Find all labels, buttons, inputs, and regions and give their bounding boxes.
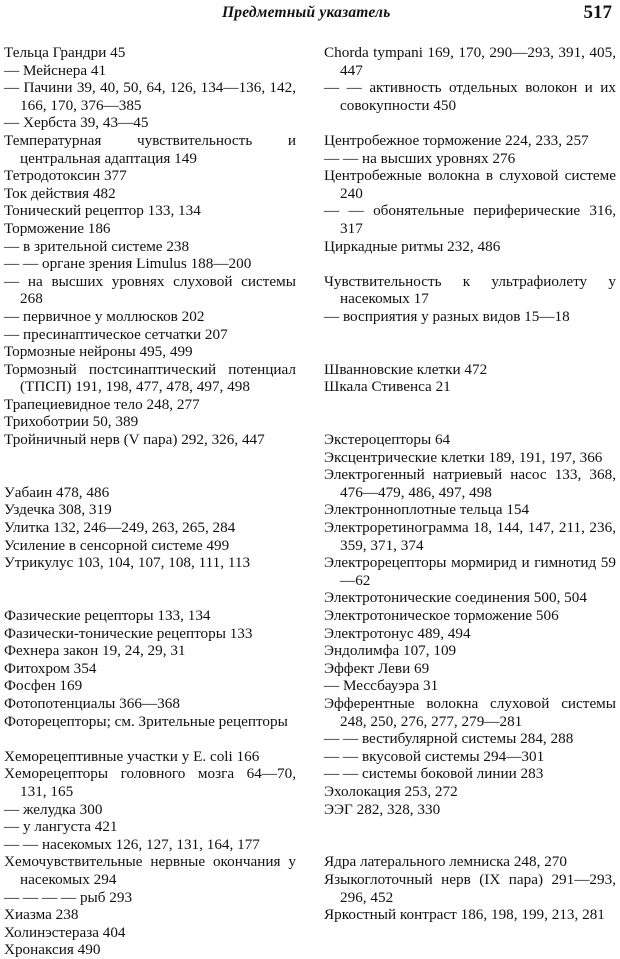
index-entry: — первичное у моллюсков 202 [4, 307, 205, 325]
index-entry: — — насекомых 126, 127, 131, 164, 177 [4, 835, 260, 853]
index-entry: Тетродотоксин 377 [4, 167, 127, 185]
entry-spacer [4, 449, 296, 484]
index-entry: Электрорецепторы мормирид и гимнотид 59—62 [324, 554, 616, 589]
entry-spacer [324, 396, 616, 431]
index-entry: Электротоническое торможение 506 [324, 607, 559, 624]
index-entry: Холинэстераза 404 [4, 923, 126, 941]
index-entry: Эффект Леви 69 [324, 659, 430, 677]
entry-spacer [4, 730, 296, 748]
index-entry: — — обонятельные периферические 316, 317 [324, 202, 616, 237]
entry-spacer [324, 255, 616, 273]
index-entry: Электротонус 489, 494 [324, 624, 471, 642]
index-entry: Ядра латерального лемниска 248, 270 [324, 853, 567, 871]
index-entry: Эксцентрические клетки 189, 191, 197, 366 [324, 448, 603, 466]
index-entry: Циркадные ритмы 232, 486 [324, 237, 501, 255]
entry-spacer [324, 818, 616, 853]
index-entry: Фотопотенциалы 366—368 [4, 694, 180, 712]
index-entry: Тельца Грандри 45 [4, 44, 126, 61]
index-entry: Фазические рецепторы 133, 134 [4, 607, 211, 624]
index-entry: Торможение 186 [4, 219, 111, 237]
index-entry: — — органе зрения Limulus 188—200 [4, 255, 252, 273]
index-entry: — — вкусовой системы 294—301 [324, 747, 545, 765]
index-entry: Электротонические соединения 500, 504 [324, 589, 587, 607]
index-entry: — восприятия у разных видов 15—18 [324, 307, 570, 325]
index-entry: — — вестибулярной системы 284, 288 [324, 730, 574, 748]
index-entry: Шкала Стивенса 21 [324, 378, 451, 396]
index-entry: Эфферентные волокна слуховой системы 248, 250, 276, 277, 279—281 [324, 694, 616, 730]
index-entry: Хемочувствительные нервные окончания у насекомых 294 [4, 853, 296, 888]
index-entry: ЭЭГ 282, 328, 330 [324, 800, 441, 818]
index-entry: Уздечка 308, 319 [4, 501, 112, 519]
index-entry: Температурная чувствительность и центральная адаптация 149 [4, 131, 296, 167]
index-entry: Трапециевидное тело 248, 277 [4, 395, 200, 413]
index-entry: Хеморецепторы головного мозга 64—70, 131, 165 [4, 765, 296, 800]
index-entry: Тонический рецептор 133, 134 [4, 202, 201, 220]
index-entry: — — системы боковой линии 283 [324, 765, 544, 783]
index-entry: Хронаксия 490 [4, 941, 101, 959]
entry-spacer [324, 114, 616, 132]
entry-spacer [324, 326, 616, 361]
index-entry: — — активность отдельных волокон и их совокупности 450 [324, 79, 616, 114]
index-entry: Эндолимфа 107, 109 [324, 642, 457, 660]
index-entry: Фитохром 354 [4, 659, 97, 677]
index-entry: — — — — рыб 293 [4, 888, 133, 906]
index-entry: Усиление в сенсорной системе 499 [4, 536, 230, 554]
index-entry: Тройничный нерв (V пара) 292, 326, 447 [4, 431, 265, 449]
index-entry: Фоторецепторы; см. Зрительные рецепторы [4, 712, 288, 730]
index-entry: Ток действия 482 [4, 184, 116, 202]
index-entry: Улитка 132, 246—249, 263, 265, 284 [4, 519, 236, 537]
index-column-right [324, 44, 616, 924]
index-entry: — Хербста 39, 43—45 [4, 114, 149, 132]
index-entry: Чувствительность к ультрафиолету у насекомых 17 [324, 272, 616, 308]
index-entry: Фазически-тонические рецепторы 133 [4, 624, 253, 642]
index-entry: Электрогенный натриевый насос 133, 368, 476—479, 486, 497, 498 [324, 466, 616, 501]
index-entry: Фехнера закон 19, 24, 29, 31 [4, 642, 186, 660]
page-header [0, 4, 620, 28]
index-entry: Тормозные нейроны 495, 499 [4, 343, 193, 361]
index-entry: — — на высших уровнях 276 [324, 149, 516, 167]
index-entry: Фосфен 169 [4, 677, 83, 695]
index-entry: Электроретинограмма 18, 144, 147, 211, 236, 359, 371, 374 [324, 519, 616, 554]
index-entry: Уабаин 478, 486 [4, 483, 110, 501]
index-entry: Яркостный контраст 186, 198, 199, 213, 281 [324, 906, 605, 924]
index-entry: Хиазма 238 [4, 906, 79, 924]
index-entry: Центробежное торможение 224, 233, 257 [324, 131, 589, 149]
index-entry: Центробежные волокна в слуховой системе 240 [324, 167, 616, 202]
index-entry: — Мейснера 41 [4, 61, 107, 79]
index-entry: — желудка 300 [4, 800, 103, 818]
index-entry: — у лангуста 421 [4, 818, 118, 836]
index-entry: — на высших уровнях слуховой системы 268 [4, 272, 296, 308]
index-entry: Экстероцепторы 64 [324, 431, 451, 449]
index-entry: — в зрительной системе 238 [4, 237, 190, 255]
index-entry: Электронноплотные тельца 154 [324, 501, 530, 519]
running-head: Предметный указатель [222, 4, 391, 21]
index-entry: — Пачини 39, 40, 50, 64, 126, 134—136, 142, 166, 170, 376—385 [4, 79, 296, 114]
index-entry: — Мессбауэра 31 [324, 677, 439, 695]
index-column-left [4, 44, 296, 959]
index-entry: Хеморецептивные участки у E. coli 166 [4, 747, 260, 765]
entry-spacer [4, 572, 296, 607]
index-entry: Chorda tympani 169, 170, 290—293, 391, 405, 447 [324, 44, 616, 79]
index-entry: Трихоботрии 50, 389 [4, 413, 139, 431]
index-entry: Языкоглоточный нерв (IX пара) 291—293, 296, 452 [324, 870, 616, 906]
index-entry: Шванновские клетки 472 [324, 360, 488, 378]
page-number: 517 [583, 2, 612, 23]
index-entry: Утрикулус 103, 104, 107, 108, 111, 113 [4, 554, 251, 572]
index-entry: Эхолокация 253, 272 [324, 782, 458, 800]
index-entry: Тормозный постсинаптический потенциал (ТПСП) 191, 198, 477, 478, 497, 498 [4, 360, 296, 396]
index-entry: — пресинаптическое сетчатки 207 [4, 325, 228, 343]
